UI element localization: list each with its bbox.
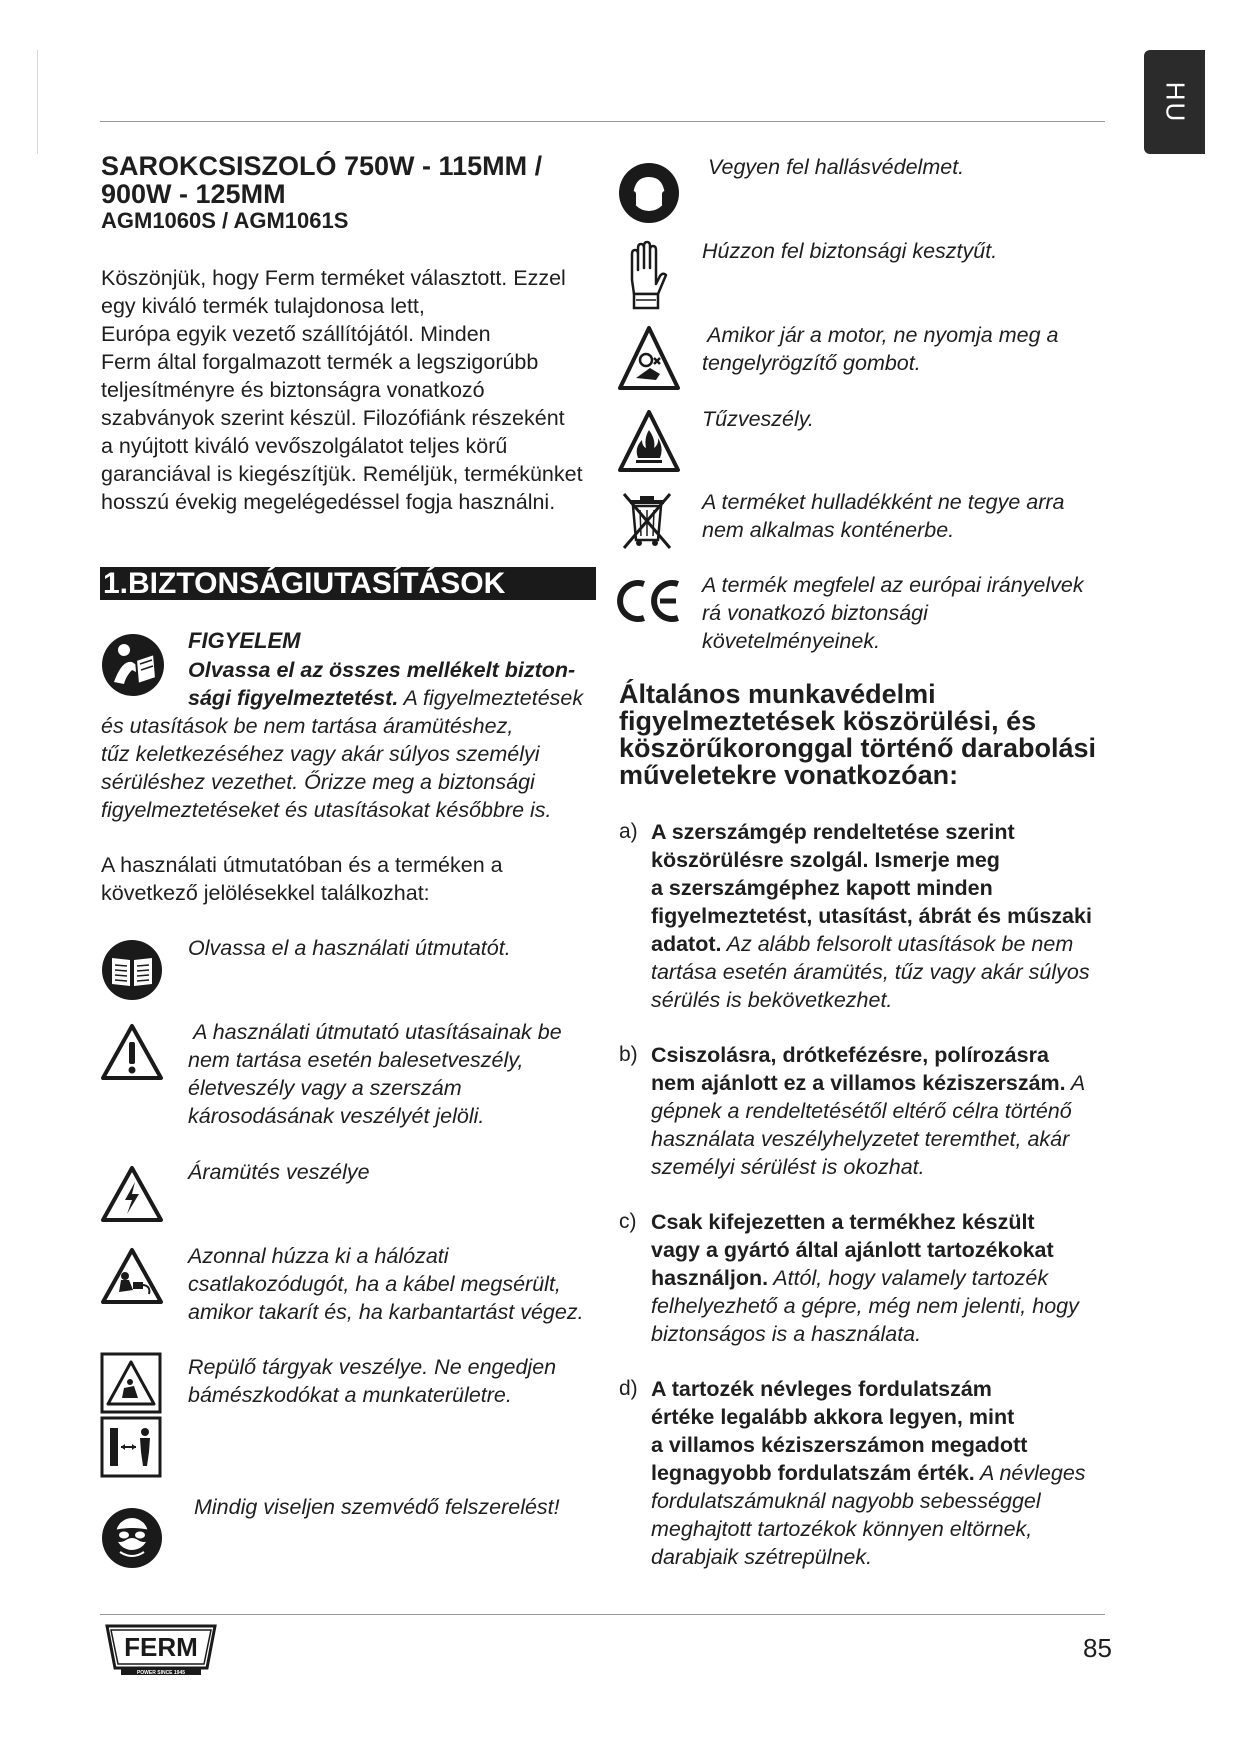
intro-line: szabványok szerint készül. Filozófiánk részeként bbox=[101, 406, 565, 430]
read-manual-icon bbox=[100, 938, 164, 1002]
warning-triangle-icon bbox=[99, 1022, 165, 1082]
symbol-text-warning bbox=[188, 1018, 608, 1130]
symbol-line: Azonnal húzza ki a hálózati bbox=[188, 1244, 449, 1268]
symbol-text-electric-shock bbox=[188, 1158, 608, 1186]
symbol-text-unplug bbox=[188, 1242, 608, 1326]
general-heading-line: köszörűkoronggal történő darabolási bbox=[619, 733, 1097, 763]
model-numbers: AGM1060S / AGM1061S bbox=[101, 208, 349, 233]
list-item-b bbox=[619, 1041, 1119, 1181]
intro-line: Európa egyik vezető szállítójától. Minden bbox=[101, 322, 491, 346]
list-bold-text: használjon. bbox=[651, 1266, 769, 1290]
symbol-line: Repülő tárgyak veszélye. Ne engedjen bbox=[188, 1355, 557, 1379]
list-italic-line: sérülés is bekövetkezhet. bbox=[651, 988, 893, 1012]
product-title-line1: SAROKCSISZOLÓ 750W - 115MM / bbox=[101, 151, 543, 181]
warning-lead-line1: Olvassa el az összes mellékelt bizton- bbox=[188, 658, 576, 682]
list-letter: a) bbox=[619, 820, 638, 843]
list-italic-line: tartása esetén áramütés, tűz vagy akár súlyos bbox=[651, 960, 1090, 984]
symbol-line: A terméket hulladékként ne tegye arra bbox=[702, 490, 1065, 514]
general-heading-line: műveletekre vonatkozóan: bbox=[619, 760, 959, 790]
list-letter: b) bbox=[619, 1043, 638, 1066]
intro-line: garanciával is kiegészítjük. Reméljük, termékünket bbox=[101, 462, 583, 486]
list-bold-line: köszörülésre szolgál. Ismerje meg bbox=[651, 848, 1000, 872]
top-divider bbox=[100, 121, 1105, 122]
warning-heading: FIGYELEM bbox=[188, 628, 301, 653]
product-title-line2: 900W - 125MM bbox=[101, 179, 286, 209]
list-italic-text: Az alább felsorolt utasítások be nem bbox=[721, 932, 1074, 956]
warning-line: és utasítások be nem tartása áramütéshez, bbox=[101, 714, 514, 738]
list-bold-line: a szerszámgéphez kapott minden bbox=[651, 876, 993, 900]
symbol-line: Vegyen fel hallásvédelmet. bbox=[702, 155, 965, 179]
symbol-text-safety-glasses bbox=[188, 1493, 608, 1521]
symbol-text-weee bbox=[702, 488, 1122, 544]
symbol-line: Olvassa el a használati útmutatót. bbox=[188, 936, 511, 960]
warning-text bbox=[101, 656, 601, 824]
list-bold-line: Csak kifejezetten a termékhez készült bbox=[651, 1210, 1035, 1234]
list-letter: c) bbox=[619, 1210, 637, 1233]
intro-line: Ferm által forgalmazott termék a legszigorúbb bbox=[101, 350, 539, 374]
intro-line: egy kiváló termék tulajdonosa lett, bbox=[101, 294, 425, 318]
warning-line: figyelmeztetéseket és utasításokat későbbre is. bbox=[101, 798, 552, 822]
ear-protection-icon bbox=[617, 161, 681, 225]
list-bold-line: figyelmeztetést, utasítást, ábrát és műszaki bbox=[651, 904, 1092, 928]
warning-line: sérüléshez vezethet. Őrizze meg a biztonsági bbox=[101, 770, 535, 794]
ferm-logo bbox=[101, 1622, 221, 1676]
list-italic-line: személyi sérülést is okozhat. bbox=[651, 1155, 925, 1179]
ferm-logo-tagline: POWER SINCE 1945 bbox=[136, 1670, 186, 1676]
symbols-intro bbox=[101, 851, 601, 907]
symbol-line: életveszély vagy a szerszám bbox=[188, 1076, 462, 1100]
symbol-text-gloves bbox=[702, 237, 1122, 265]
warning-lead-line2: sági figyelmeztetést. bbox=[188, 686, 399, 710]
symbol-line: bámészkodókat a munkaterületre. bbox=[188, 1383, 512, 1407]
symbol-text-ear-protection bbox=[702, 153, 1122, 181]
symbol-line: Amikor jár a motor, ne nyomja meg a bbox=[702, 323, 1059, 347]
safety-glasses-icon bbox=[100, 1506, 164, 1570]
list-italic-line: gépnek a rendeltetésétől eltérő célra történő bbox=[651, 1099, 1072, 1123]
page-number: 85 bbox=[1083, 1633, 1112, 1663]
list-bold-line: Csiszolásra, drótkefézésre, polírozásra bbox=[651, 1043, 1049, 1067]
gloves-icon bbox=[620, 240, 670, 310]
symbol-line: Áramütés veszélye bbox=[188, 1160, 370, 1184]
list-bold-text: legnagyobb fordulatszám érték. bbox=[651, 1461, 975, 1485]
symbol-text-fire bbox=[702, 405, 1122, 433]
symbol-text-ce bbox=[702, 571, 1122, 655]
list-italic-text: Attól, hogy valamely tartozék bbox=[768, 1266, 1049, 1290]
intro-paragraph bbox=[101, 264, 601, 516]
symbol-line: nem tartása esetén balesetveszély, bbox=[188, 1048, 524, 1072]
ferm-logo-text: FERM bbox=[124, 1632, 198, 1662]
symbol-line: követelményeinek. bbox=[702, 629, 881, 653]
electric-shock-icon bbox=[99, 1164, 165, 1224]
list-bold-line: értéke legalább akkora legyen, mint bbox=[651, 1405, 1015, 1429]
fire-hazard-icon bbox=[616, 408, 682, 474]
flying-objects-icon bbox=[100, 1352, 162, 1478]
bottom-divider bbox=[100, 1614, 1105, 1615]
intro-line: Köszönjük, hogy Ferm terméket választott. Ezzel bbox=[101, 266, 566, 290]
general-safety-heading bbox=[619, 681, 1119, 789]
general-heading-line: figyelmeztetések köszörülési, és bbox=[619, 706, 1037, 736]
spindle-lock-warning-icon bbox=[616, 324, 682, 392]
symbols-intro-line: A használati útmutatóban és a terméken a bbox=[101, 853, 503, 877]
general-heading-line: Általános munkavédelmi bbox=[619, 679, 936, 709]
list-item-d bbox=[619, 1375, 1119, 1571]
intro-line: a nyújtott kiváló vevőszolgálatot teljes körű bbox=[101, 434, 508, 458]
list-italic-text: A névleges bbox=[974, 1461, 1086, 1485]
symbol-line: A termék megfelel az európai irányelvek bbox=[702, 573, 1084, 597]
warning-tail: A figyelmeztetések bbox=[398, 686, 584, 710]
product-title bbox=[101, 152, 601, 208]
list-bold-text: adatot. bbox=[651, 932, 722, 956]
symbol-line: rá vonatkozó biztonsági bbox=[702, 601, 928, 625]
intro-line: teljesítményre és biztonságra vonatkozó bbox=[101, 378, 485, 402]
list-italic-line: darabjaik szétrepülnek. bbox=[651, 1545, 873, 1569]
margin-line bbox=[37, 50, 38, 154]
symbol-line: Tűzveszély. bbox=[702, 407, 814, 431]
symbol-text-spindle-lock bbox=[702, 321, 1122, 377]
list-letter: d) bbox=[619, 1377, 638, 1400]
weee-bin-icon bbox=[620, 490, 674, 552]
list-bold-line: vagy a gyártó által ajánlott tartozékokat bbox=[651, 1238, 1054, 1262]
list-italic-line: fordulatszámuknál nagyobb sebességgel bbox=[651, 1489, 1041, 1513]
symbol-line: Húzzon fel biztonsági kesztyűt. bbox=[702, 239, 998, 263]
list-item-a bbox=[619, 818, 1119, 1014]
section-heading-safety: 1.BIZTONSÁGIUTASÍTÁSOK bbox=[100, 567, 596, 600]
symbol-line: Mindig viseljen szemvédő felszerelést! bbox=[188, 1495, 560, 1519]
symbol-line: A használati útmutató utasításainak be bbox=[188, 1020, 562, 1044]
unplug-icon bbox=[99, 1246, 165, 1306]
language-tab bbox=[1144, 50, 1205, 154]
symbol-text-flying-objects bbox=[188, 1353, 608, 1409]
symbol-line: tengelyrögzítő gombot. bbox=[702, 351, 921, 375]
symbol-line: károsodásának veszélyét jelöli. bbox=[188, 1104, 485, 1128]
ce-mark-icon bbox=[616, 578, 682, 624]
symbols-intro-line: következő jelölésekkel találkozhat: bbox=[101, 881, 430, 905]
list-bold-text: nem ajánlott ez a villamos kéziszerszám. bbox=[651, 1071, 1066, 1095]
language-tab-label: HU bbox=[1160, 81, 1190, 123]
list-bold-line: a villamos kéziszerszámon megadott bbox=[651, 1433, 1028, 1457]
symbol-line: csatlakozódugót, ha a kábel megsérült, bbox=[188, 1272, 561, 1296]
list-italic-line: meghajtott tartozékok könnyen eltörnek, bbox=[651, 1517, 1033, 1541]
symbol-line: nem alkalmas konténerbe. bbox=[702, 518, 955, 542]
list-item-c bbox=[619, 1208, 1119, 1348]
intro-line: hosszú évekig megelégedéssel fogja használni. bbox=[101, 490, 556, 514]
list-bold-line: A tartozék névleges fordulatszám bbox=[651, 1377, 992, 1401]
symbol-line: amikor takarít és, ha karbantartást végez. bbox=[188, 1300, 584, 1324]
list-italic-text: A bbox=[1065, 1071, 1086, 1095]
list-italic-line: biztonságos is a használata. bbox=[651, 1322, 922, 1346]
list-italic-line: felhelyezhető a gépre, még nem jelenti, hogy bbox=[651, 1294, 1079, 1318]
warning-line: tűz keletkezéséhez vagy akár súlyos személyi bbox=[101, 742, 540, 766]
list-italic-line: használata veszélyhelyzetet teremthet, akár bbox=[651, 1127, 1070, 1151]
list-bold-line: A szerszámgép rendeltetése szerint bbox=[651, 820, 1015, 844]
symbol-text-read-manual bbox=[188, 934, 608, 962]
